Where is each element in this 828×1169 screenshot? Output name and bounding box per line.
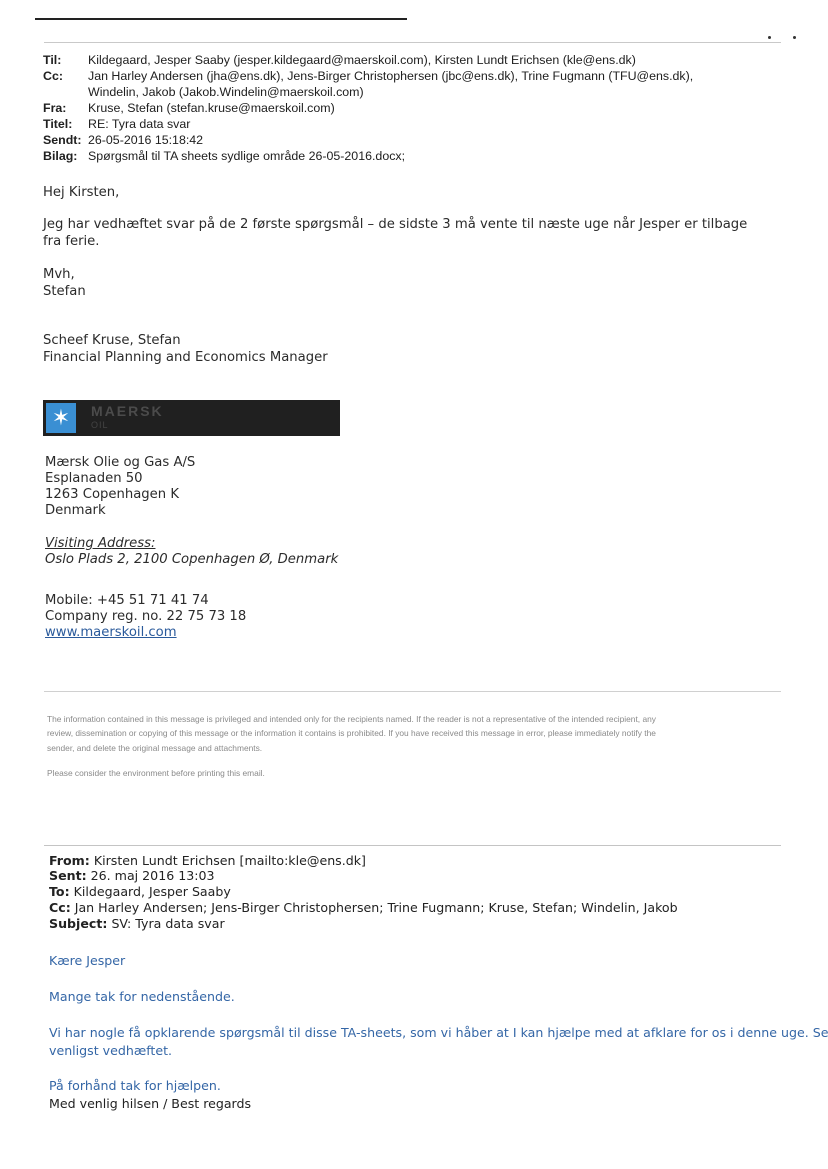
logo-subtext: OIL — [91, 420, 109, 430]
body-line: fra ferie. — [43, 234, 100, 249]
disclaimer-separator — [44, 691, 781, 692]
fw-sent-value: 26. maj 2016 13:03 — [86, 868, 215, 883]
fw-to-value: Kildegaard, Jesper Saaby — [69, 884, 231, 899]
fw-subject-label: Subject: — [49, 916, 108, 931]
fw-cc — [49, 900, 678, 915]
title-label: Titel: — [43, 117, 73, 131]
fw-thanks: Mange tak for nedenstående. — [49, 989, 235, 1004]
signature-role: Financial Planning and Economics Manager — [43, 350, 328, 365]
fw-sent — [49, 868, 215, 883]
cc-value: Jan Harley Andersen (jha@ens.dk), Jens-Birger Christophersen (jbc@ens.dk), Trine Fugmann (TFU@ens.dk), — [88, 69, 694, 83]
fw-greeting: Kære Jesper — [49, 953, 126, 968]
environment-note: Please consider the environment before printing this email. — [47, 768, 265, 778]
fw-from-label: From: — [49, 853, 90, 868]
sender-name: Stefan — [43, 284, 86, 299]
fw-to — [49, 884, 231, 899]
disclaimer-line: review, dissemination or copying of this message or the information it contains is prohibited. If you have received this message in error, please immediately notify the — [47, 728, 656, 739]
top-rule — [35, 18, 407, 20]
sent-value: 26-05-2016 15:18:42 — [88, 133, 204, 147]
fw-question: Vi har nogle få opklarende spørgsmål til disse TA-sheets, som vi håber at I kan hjælpe med at afklare for os i denne uge. Se — [49, 1025, 828, 1040]
address-city: 1263 Copenhagen K — [45, 487, 179, 502]
fw-from-value: Kirsten Lundt Erichsen [mailto:kle@ens.dk] — [89, 853, 366, 868]
fw-regards: Med venlig hilsen / Best regards — [49, 1096, 252, 1111]
visiting-address: Oslo Plads 2, 2100 Copenhagen Ø, Denmark — [45, 552, 339, 567]
fw-advance-thanks: På forhånd tak for hjælpen. — [49, 1078, 221, 1093]
attachment-label: Bilag: — [43, 149, 78, 163]
fw-sent-label: Sent: — [49, 868, 87, 883]
fw-subject — [49, 916, 225, 931]
cc-label: Cc: — [43, 69, 63, 83]
star-icon: ✶ — [46, 403, 76, 433]
header-separator — [44, 42, 781, 43]
fw-subject-value: SV: Tyra data svar — [107, 916, 225, 931]
scan-mark — [793, 36, 796, 39]
disclaimer — [47, 712, 656, 755]
fw-cc-value: Jan Harley Andersen; Jens-Birger Christophersen; Trine Fugmann; Kruse, Stefan; Windelin, Jakob — [70, 900, 678, 915]
website-link[interactable]: www.maerskoil.com — [45, 625, 177, 640]
closing: Mvh, — [43, 267, 75, 282]
fw-to-label: To: — [49, 884, 70, 899]
address-country: Denmark — [45, 503, 106, 518]
body-line: Jeg har vedhæftet svar på de 2 første spørgsmål – de sidste 3 må vente til næste uge når Jesper er tilbage — [43, 217, 748, 232]
greeting: Hej Kirsten, — [43, 185, 120, 200]
sent-label: Sendt: — [43, 133, 82, 147]
disclaimer-line: sender, and delete the original message and attachments. — [47, 742, 263, 753]
logo-text: MAERSK — [91, 403, 164, 419]
fw-cc-label: Cc: — [49, 900, 71, 915]
attachment-value[interactable]: Spørgsmål til TA sheets sydlige område 26-05-2016.docx; — [88, 149, 406, 163]
to-label: Til: — [43, 53, 62, 67]
company-logo — [43, 400, 340, 436]
fw-question-continued: venligst vedhæftet. — [49, 1043, 173, 1058]
address-street: Esplanaden 50 — [45, 471, 143, 486]
to-value: Kildegaard, Jesper Saaby (jesper.kildegaard@maerskoil.com), Kirsten Lundt Erichsen (kle@ens.dk) — [88, 53, 636, 67]
disclaimer-line: The information contained in this message is privileged and intended only for the recipients named. If the reader is not a representative of the intended recipient, any — [47, 714, 656, 724]
mobile-number: Mobile: +45 51 71 41 74 — [45, 593, 209, 608]
fw-from — [49, 853, 366, 868]
scan-mark — [768, 36, 771, 39]
from-label: Fra: — [43, 101, 67, 115]
signature-name: Scheef Kruse, Stefan — [43, 333, 181, 348]
company-reg: Company reg. no. 22 75 73 18 — [45, 609, 247, 624]
cc-value-continued: Windelin, Jakob (Jakob.Windelin@maerskoil.com) — [88, 85, 364, 99]
title-value: RE: Tyra data svar — [88, 117, 191, 131]
company-name: Mærsk Olie og Gas A/S — [45, 455, 196, 470]
from-value: Kruse, Stefan (stefan.kruse@maerskoil.com) — [88, 101, 335, 115]
forward-separator — [44, 845, 781, 846]
visiting-label: Visiting Address: — [45, 536, 156, 551]
